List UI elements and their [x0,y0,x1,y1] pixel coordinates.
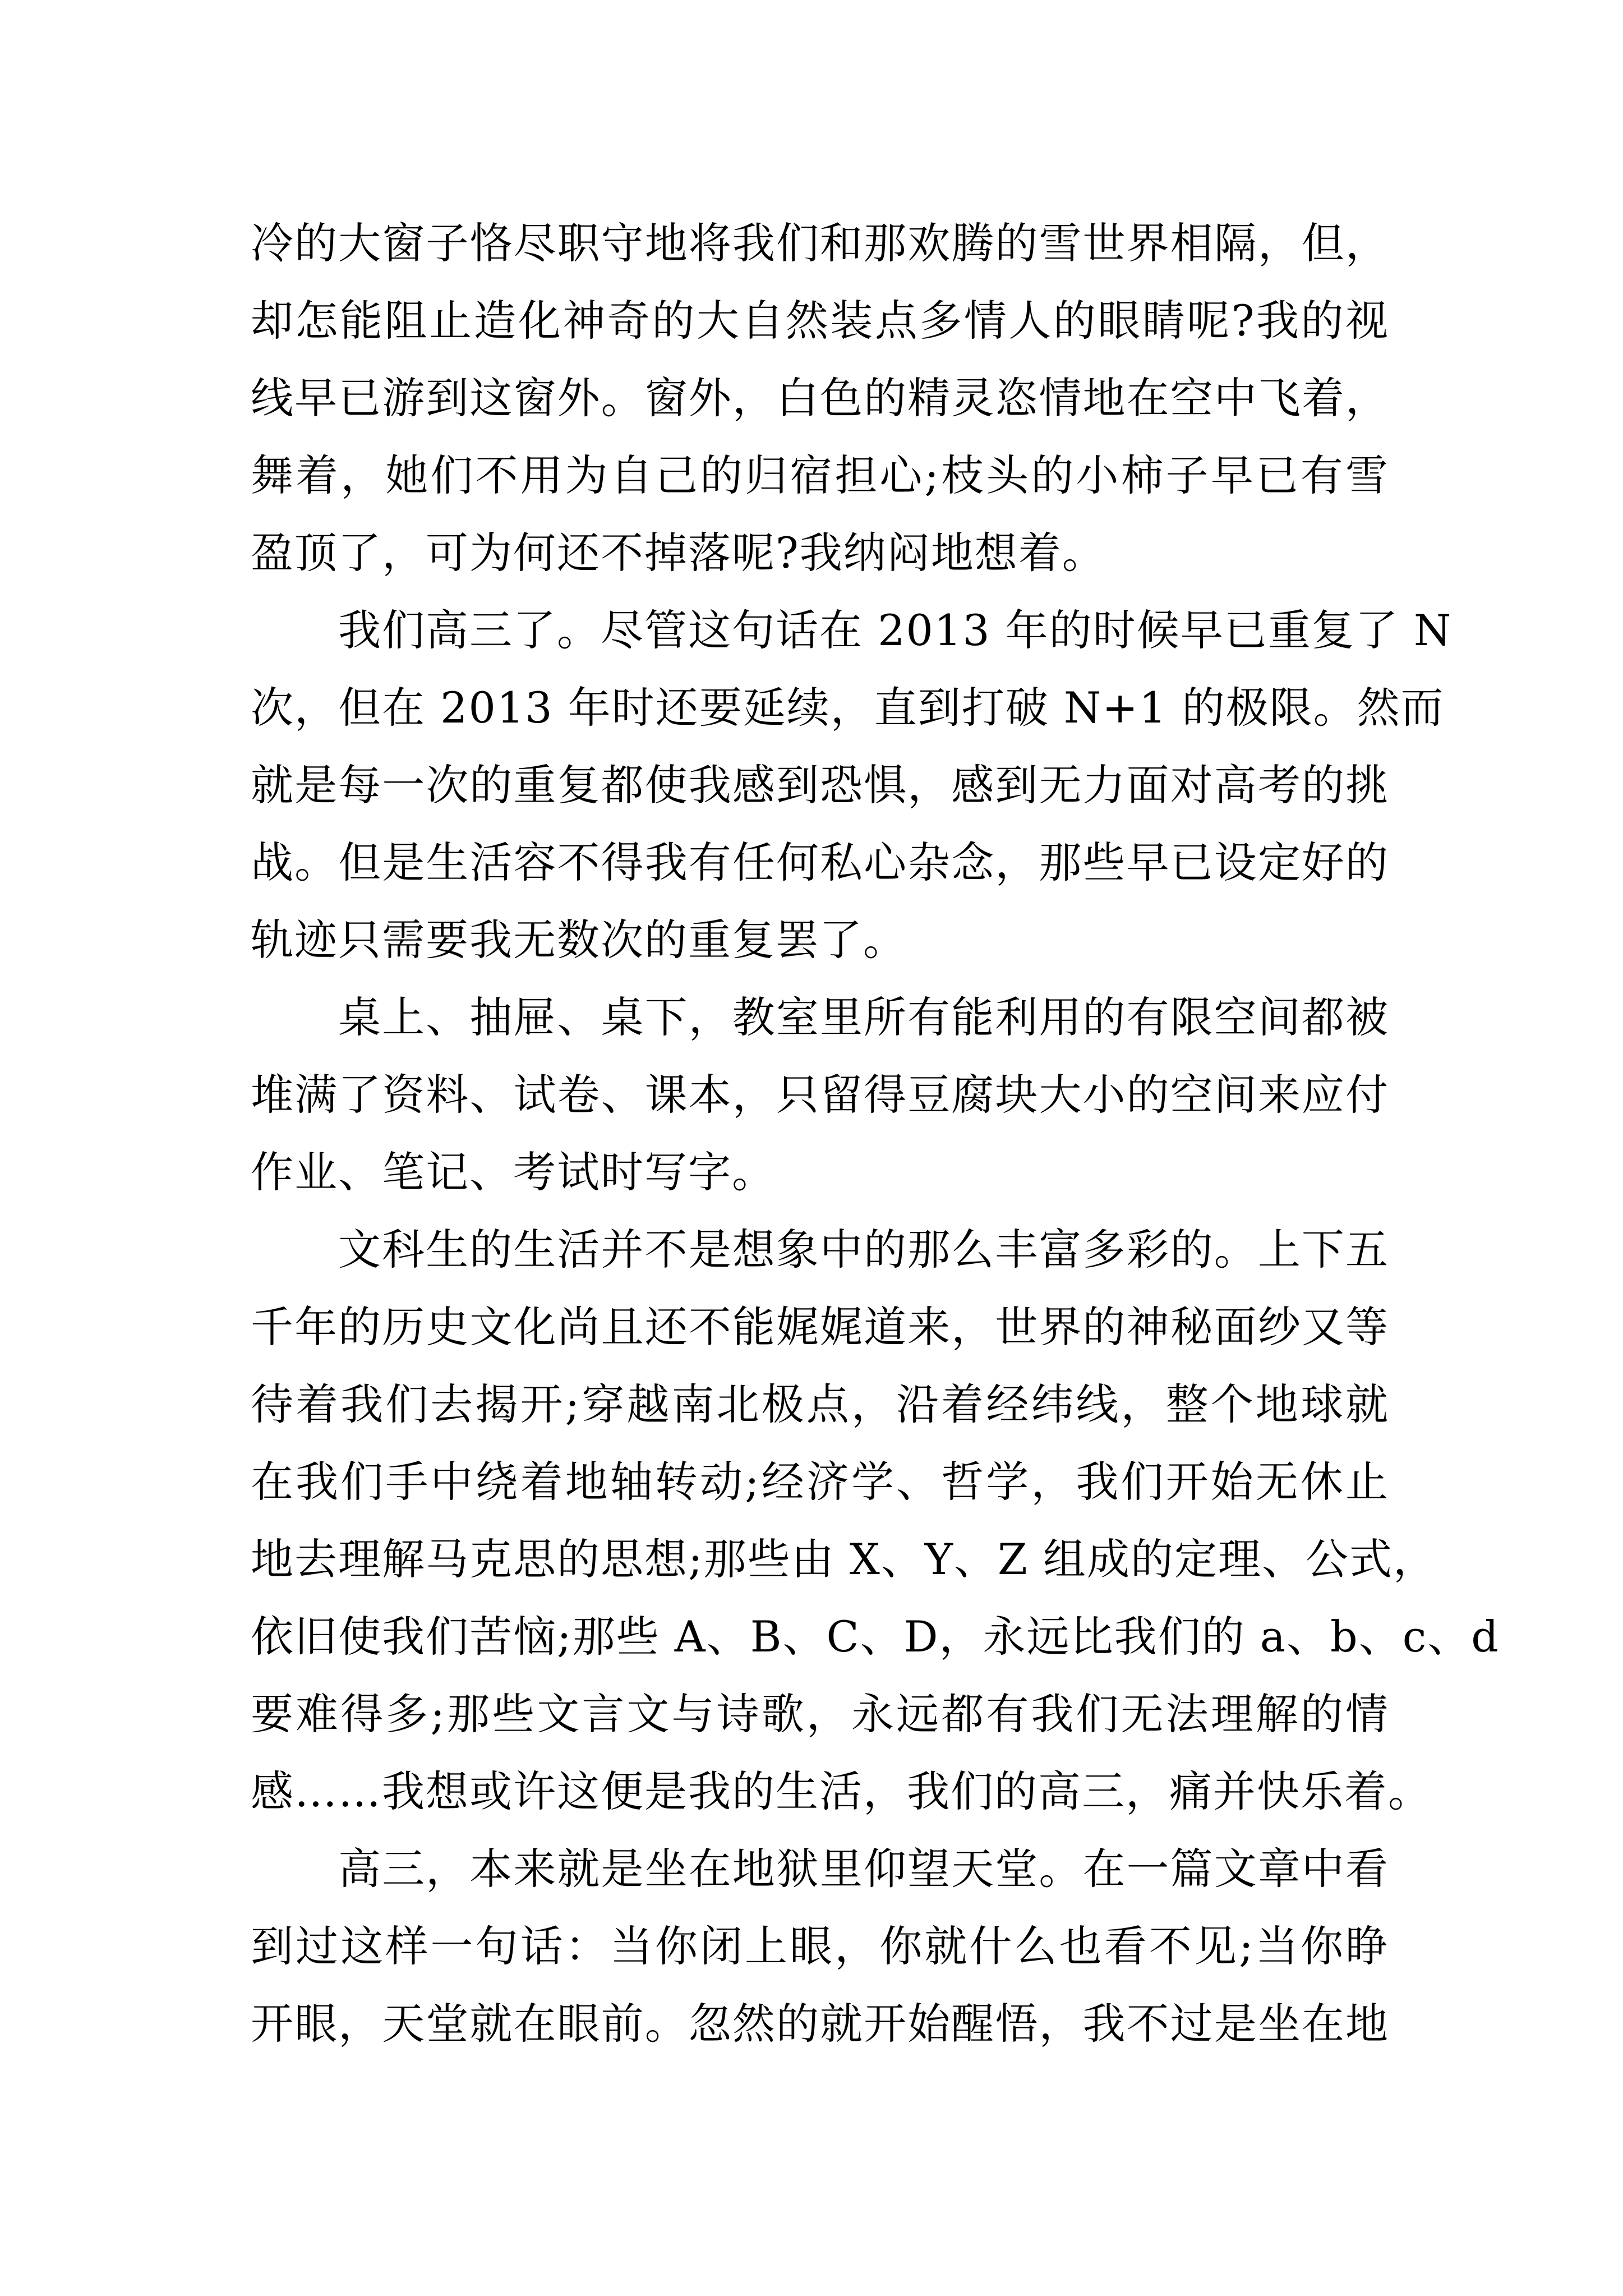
body-text [251,205,1500,2063]
text-line: 地去理解马克思的思想;那些由 X、Y、Z 组成的定理、公式， [251,1534,1437,1584]
text-line: 在我们手中绕着地轴转动;经济学、哲学，我们开始无休止 [251,1457,1389,1507]
text-line: 桌上、抽屉、桌下，教室里所有能利用的有限空间都被 [338,992,1389,1042]
text-line: 就是每一次的重复都使我感到恐惧，感到无力面对高考的挑 [251,760,1389,810]
text-line: 冷的大窗子恪尽职守地将我们和那欢腾的雪世界相隔，但， [251,218,1389,268]
paragraph-1 [251,205,1389,592]
text-line: 舞着，她们不用为自己的归宿担心;枝头的小柿子早已有雪 [251,450,1389,500]
text-line: 依旧使我们苦恼;那些 A、B、C、D，永远比我们的 a、b、c、d [251,1612,1500,1662]
text-line: 却怎能阻止造化神奇的大自然装点多情人的眼睛呢?我的视 [251,296,1389,346]
text-line: 次，但在 2013 年时还要延续，直到打破 N+1 的极限。然而 [251,683,1445,733]
text-line: 战。但是生活容不得我有任何私心杂念，那些早已设定好的 [251,838,1389,887]
text-line: 到过这样一句话：当你闭上眼，你就什么也看不见;当你睁 [251,1921,1389,1971]
text-line: 待着我们去揭开;穿越南北极点，沿着经纬线，整个地球就 [251,1379,1389,1429]
text-line: 盈顶了，可为何还不掉落呢?我纳闷地想着。 [251,528,1106,578]
text-line: 轨迹只需要我无数次的重复罢了。 [251,915,907,965]
text-line: 要难得多;那些文言文与诗歌，永远都有我们无法理解的情 [251,1689,1389,1739]
paragraph-4 [251,1211,1500,1830]
text-line: 我们高三了。尽管这句话在 2013 年的时候早已重复了 N [338,605,1453,655]
text-line: 开眼，天堂就在眼前。忽然的就开始醒悟，我不过是坐在地 [251,1999,1389,2049]
text-line: 感……我想或许这便是我的生活，我们的高三，痛并快乐着。 [251,1766,1432,1816]
paragraph-3 [251,979,1389,1211]
text-line: 线早已游到这窗外。窗外，白色的精灵恣情地在空中飞着， [251,373,1389,423]
text-line: 文科生的生活并不是想象中的那么丰富多彩的。上下五 [338,1225,1389,1274]
paragraph-2 [251,592,1453,979]
text-line: 堆满了资料、试卷、课本，只留得豆腐块大小的空间来应付 [251,1070,1389,1120]
paragraph-5 [251,1830,1389,2063]
text-line: 千年的历史文化尚且还不能娓娓道来，世界的神秘面纱又等 [251,1302,1389,1352]
text-line: 作业、笔记、考试时写字。 [251,1147,776,1197]
text-line: 高三，本来就是坐在地狱里仰望天堂。在一篇文章中看 [338,1844,1389,1894]
